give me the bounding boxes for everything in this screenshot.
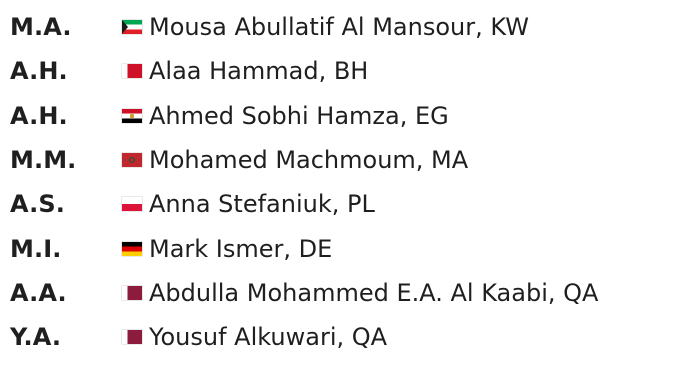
person-initials: A.H. [10, 101, 68, 130]
egypt-flag-icon [122, 109, 142, 123]
person-name: Anna Stefaniuk, PL [149, 190, 375, 219]
list-item [10, 49, 670, 93]
list-item [10, 182, 670, 226]
person-initials: A.A. [10, 278, 67, 307]
person-initials: A.S. [10, 190, 65, 219]
bahrain-flag-icon [122, 64, 142, 78]
person-name: Alaa Hammad, BH [149, 57, 369, 86]
list-item [10, 94, 670, 138]
list-item [10, 226, 670, 270]
person-name: Mohamed Machmoum, MA [149, 146, 469, 175]
list-item [10, 315, 670, 359]
person-initials: M.M. [10, 146, 77, 175]
poland-flag-icon [122, 197, 142, 211]
person-name: Mark Ismer, DE [149, 234, 333, 263]
person-initials: M.A. [10, 13, 72, 42]
person-name: Yousuf Alkuwari, QA [149, 323, 388, 352]
person-name: Abdulla Mohammed E.A. Al Kaabi, QA [149, 278, 599, 307]
list-item [10, 138, 670, 182]
morocco-flag-icon [122, 153, 142, 167]
germany-flag-icon [122, 242, 142, 256]
person-name: Mousa Abullatif Al Mansour, KW [149, 13, 529, 42]
person-initials: Y.A. [10, 323, 62, 352]
person-name: Ahmed Sobhi Hamza, EG [149, 101, 449, 130]
list-item [10, 5, 670, 49]
kuwait-flag-icon [122, 20, 142, 34]
person-initials: M.I. [10, 234, 62, 263]
qatar-flag-icon [122, 330, 142, 344]
list-item [10, 271, 670, 315]
people-list [10, 5, 670, 359]
qatar-flag-icon [122, 286, 142, 300]
person-initials: A.H. [10, 57, 68, 86]
